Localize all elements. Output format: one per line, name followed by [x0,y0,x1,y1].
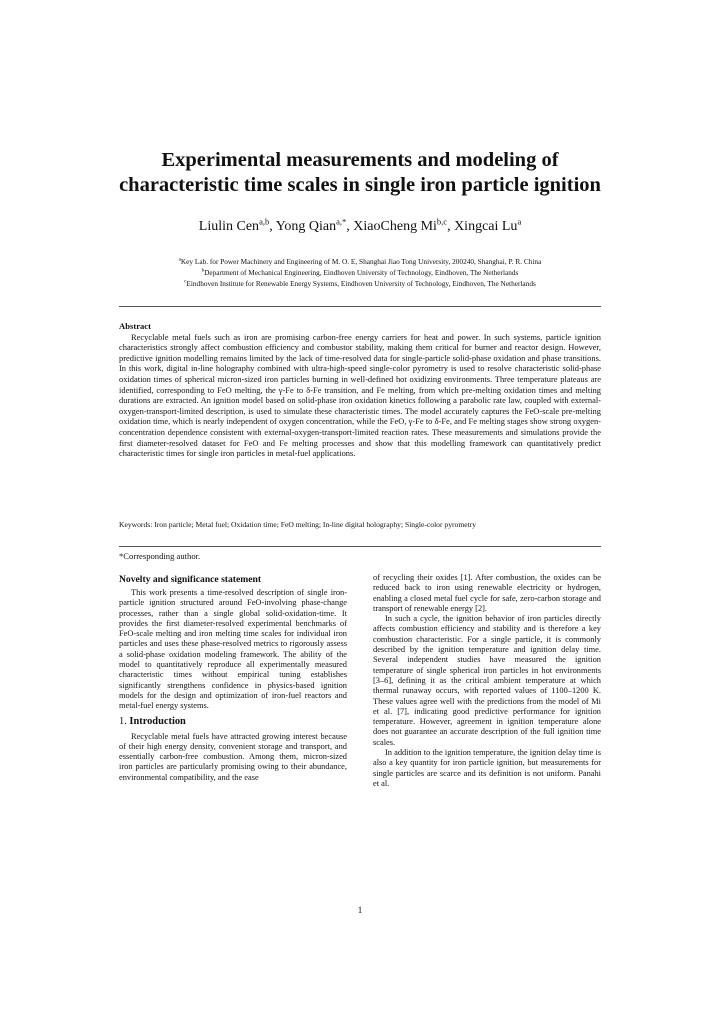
affiliation: $^a$Key Lab. for Power Machinery and Engineering of M. O. E, Shanghai Jiao Tong University, 200240, Shanghai, P. R. China [178,257,542,266]
corresponding-author-note: *Corresponding author. [119,551,201,561]
affiliation: $^c$Eindhoven Institute for Renewable Energy Systems, Eindhoven University of Technology, Eindhoven, The Netherlands [184,279,536,288]
intro-paragraph: In addition to the ignition temperature, the ignition delay time is also a key quantity for iron particle ignition, but measurements for single particles are scarce and its definition is not uniform. Panahi et al. [373,748,601,788]
intro-paragraph: Recyclable metal fuels have attracted growing interest because of their high energy density, convenient storage and transport, and essentially carbon-free combustion. Among them, micron-sized iron particles are particularly promising owing to their abundance, environmental compatibility, and the ease [119,731,347,782]
intro-paragraph: In such a cycle, the ignition behavior of iron particles directly affects combustion efficiency and stability and is therefore a key combustion characteristic. For a single particle, it is commonly described by the ignition temperature and ignition delay time. Several independent studies have measured the ignition temperature of single spherical iron particles in hot environments [3–6], defining it as the critical ambient temperature at which thermal runaway occurs, with reported values of 1100–1200 K. These values agree well with the predictions from the model of Mi et al. [7], indicating good predictive performance for ignition temperature. However, agreement in ignition temperature alone does not guarantee an accurate description of the full ignition time scales. [373,614,601,747]
author-list [60,218,660,236]
abstract-heading: Abstract [119,321,151,331]
introduction-heading: 1. Introduction [119,715,186,727]
title-line-1: Experimental measurements and modeling of [161,149,559,171]
left-column [119,573,347,783]
affiliation: $^b$Department of Mechanical Engineering, Eindhoven University of Technology, Eindhoven, The Netherlands [201,268,519,277]
novelty-heading: Novelty and significance statement [119,574,262,585]
affiliations [90,256,630,289]
keywords-divider [119,546,601,547]
novelty-body: This work presents a time-resolved description of single iron-particle ignition structured around FeO-involving phase-change processes, rather than a single global solid-oxidation-time. It provides the first diameter-resolved experimental benchmarks of FeO-scale melting and iron melting time scales for individual iron particles and uses these phase-resolved metrics to rigorously assess a solid-phase oxidation modeling framework. The ability of the model to quantitatively reproduce all experimentally measured characteristic times without empirical tuning establishes significantly strengthens confidence in physics-based ignition models for the design and optimization of iron-fuel reactors and metal-fuel energy systems. [119,588,347,711]
author: Yong Qian$^{a,*}$, [275,216,354,234]
abstract-body: Recyclable metal fuels such as iron are promising carbon-free energy carriers for heat and power. In such systems, particle ignition characteristics strongly affect combustion efficiency and combustor stability, making them critical for burner and reactor design. However, predictive ignition modelling remains limited by the lack of time-resolved data for single-particle solid-phase oxidation and phase transitions. In this work, digital in-line holography combined with ultra-high-speed single-color pyrometry is used to resolve characteristic solid-phase oxidation times of spherical micron-sized iron particles burning in well-defined hot oxidizing environments. Three temperature plateaus are identified, corresponding to FeO melting, the γ-Fe to δ-Fe transition, and Fe melting, from which pre-melting oxidation times and melting durations are extracted. An ignition model based on solid-phase iron oxidation kinetics following a parabolic rate law, coupled with external-oxygen-transport-limited description, is used to simulate these characteristic times. The model accurately captures the FeO-scale pre-melting oxidation time, which is nearly independent of oxygen concentration, while the FeO, γ-Fe to δ-Fe, and Fe melting stages show strong oxygen-concentration dependence consistent with external-oxygen-transport-limited reaction rates. These measurements and simulations provide the first diameter-resolved dataset for FeO and Fe melting processes and show that this modelling framework can quantitatively predict characteristic times for single iron particles in metal-fuel applications. [119,331,601,459]
keywords: Keywords: Iron particle; Metal fuel; Oxidation time; FeO melting; In-line digital holography; Single-color pyrometry [119,520,477,529]
section-number: 1. [119,715,127,727]
author: XiaoCheng Mi$^{b,c}$, [353,216,455,234]
author: Xingcai Lu$^a$ [454,216,522,234]
paper-title [60,148,660,198]
author: Liulin Cen$^{a,b}$, [198,216,276,234]
title-line-2: characteristic time scales in single iron particle ignition [119,174,601,196]
page-number: 1 [357,905,363,915]
abstract-section [119,321,601,459]
intro-paragraph: of recycling their oxides [1]. After combustion, the oxides can be reduced back to iron using renewable electricity or hydrogen, enabling a closed metal fuel cycle for safe, zero-carbon storage and transport of renewable energy [2]. [373,573,601,613]
right-column [373,573,601,789]
header-divider [119,306,601,307]
